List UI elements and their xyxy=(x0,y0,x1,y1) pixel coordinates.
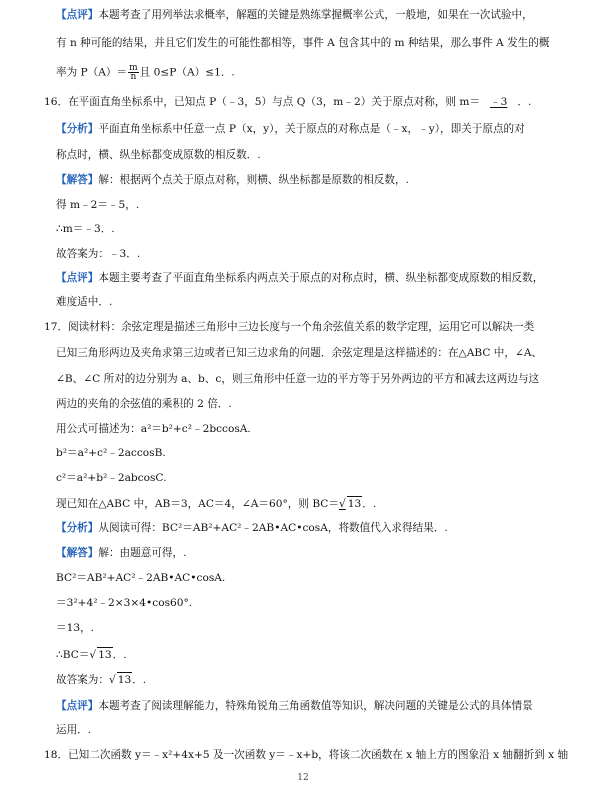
q17-step3: ＝13，. xyxy=(56,622,95,634)
q17-given-answer: 13 xyxy=(347,498,362,510)
top-comment-line3: 率为 P（A）＝ $\frac{m}{n}$ 且 0≤P（A）≤1．. xyxy=(56,63,235,82)
page-number: 12 xyxy=(297,773,309,783)
q18-line1: 18．已知二次函数 y＝﹣x²+4x+5 及一次函数 y＝﹣x+b，将该二次函数在 x 轴上方的图象沿 x 轴翻折到 x 轴 xyxy=(44,749,569,761)
q17-given: 现已知在△ABC 中，AB＝3，AC＝4，∠A＝60°，则 BC＝√ 13．. xyxy=(56,498,377,510)
q17-comment-line1: 【点评】本题考查了阅读理解能力，特殊角锐角三角函数值等知识，解决问题的关键是公式的具体情景 xyxy=(56,700,533,712)
q16-step2: ∴m＝﹣3．. xyxy=(56,223,115,235)
q17-line4: 两边的夹角的余弦值的乘积的 2 倍．. xyxy=(56,398,232,410)
q16-solution-line1: 【解答】解：根据两个点关于原点对称，则横、纵坐标都是原数的相反数，. xyxy=(56,174,409,186)
q17-formula1: 用公式可描述为：a²＝b²+c²﹣2bccosA. xyxy=(56,423,251,435)
q17-line3: ∠B、∠C 所对的边分别为 a、b、c，则三角形中任意一边的平方等于另外两边的平方和减去这两边与这 xyxy=(56,373,540,385)
q16-final: 故答案为：﹣3．. xyxy=(56,248,141,260)
q17-line1: 17．阅读材料：余弦定理是描述三角形中三边长度与一个角余弦值关系的数学定理，运用它可以解决一类 xyxy=(44,321,535,333)
q17-final: 故答案为：√ 13．. xyxy=(56,674,147,686)
q17-formula2: b²＝a²+c²﹣2accosB. xyxy=(56,447,166,459)
top-comment-line1: 【点评】本题考查了用列举法求概率，解题的关键是熟练掌握概率公式，一般地，如果在一次试验中， xyxy=(56,9,533,21)
q17-line2: 已知三角形两边及夹角求第三边或者已知三边求角的问题．余弦定理是这样描述的：在△ABC 中，∠A、 xyxy=(56,347,543,359)
q17-analysis: 【分析】从阅读可得：BC²＝AB²+AC²﹣2AB•AC•cosA，将数值代入求得结果．. xyxy=(56,522,448,534)
q17-step1: BC²＝AB²+AC²﹣2AB•AC•cosA. xyxy=(56,572,226,584)
q17-step2: ＝3²+4²﹣2×3×4•cos60°. xyxy=(56,597,193,609)
q17-solution-line1: 【解答】解：由题意可得，. xyxy=(56,547,187,559)
q17-step4: ∴BC＝√ 13．. xyxy=(56,649,127,661)
analysis-tag: 【分析】 xyxy=(56,123,99,135)
q17-comment-line2: 运用．. xyxy=(56,724,92,736)
q16-analysis-line1: 【分析】平面直角坐标系中任意一点 P（x，y），关于原点的对称点是（﹣x，﹣y），即关于原点的对 xyxy=(56,123,525,135)
q16-answer: ﹣3 xyxy=(490,96,508,108)
q16-comment-line2: 难度适中．. xyxy=(56,296,113,308)
q16-stem: 16．在平面直角坐标系中，已知点 P（﹣3，5）与点 Q（3，m﹣2）关于原点对称，则 m＝ ﹣3 ．. xyxy=(44,96,532,108)
q16-comment-line1: 【点评】本题主要考查了平面直角坐标系内两点关于原点的对称点时，横、纵坐标都变成原数的相反数， xyxy=(56,272,544,284)
top-comment-line2: 有 n 种可能的结果，并且它们发生的可能性都相等，事件 A 包含其中的 m 种结果，那么事件 A 发生的概 xyxy=(56,37,550,49)
probability-fraction: $\frac{m}{n}$ xyxy=(129,63,138,82)
q17-formula3: c²＝a²+b²﹣2abcosC. xyxy=(56,472,167,484)
q16-analysis-line2: 称点时，横、纵坐标都变成原数的相反数．. xyxy=(56,149,261,161)
solution-tag: 【解答】 xyxy=(56,174,99,186)
q16-step1: 得 m﹣2＝﹣5，. xyxy=(56,199,140,211)
comment-tag: 【点评】 xyxy=(56,9,99,21)
